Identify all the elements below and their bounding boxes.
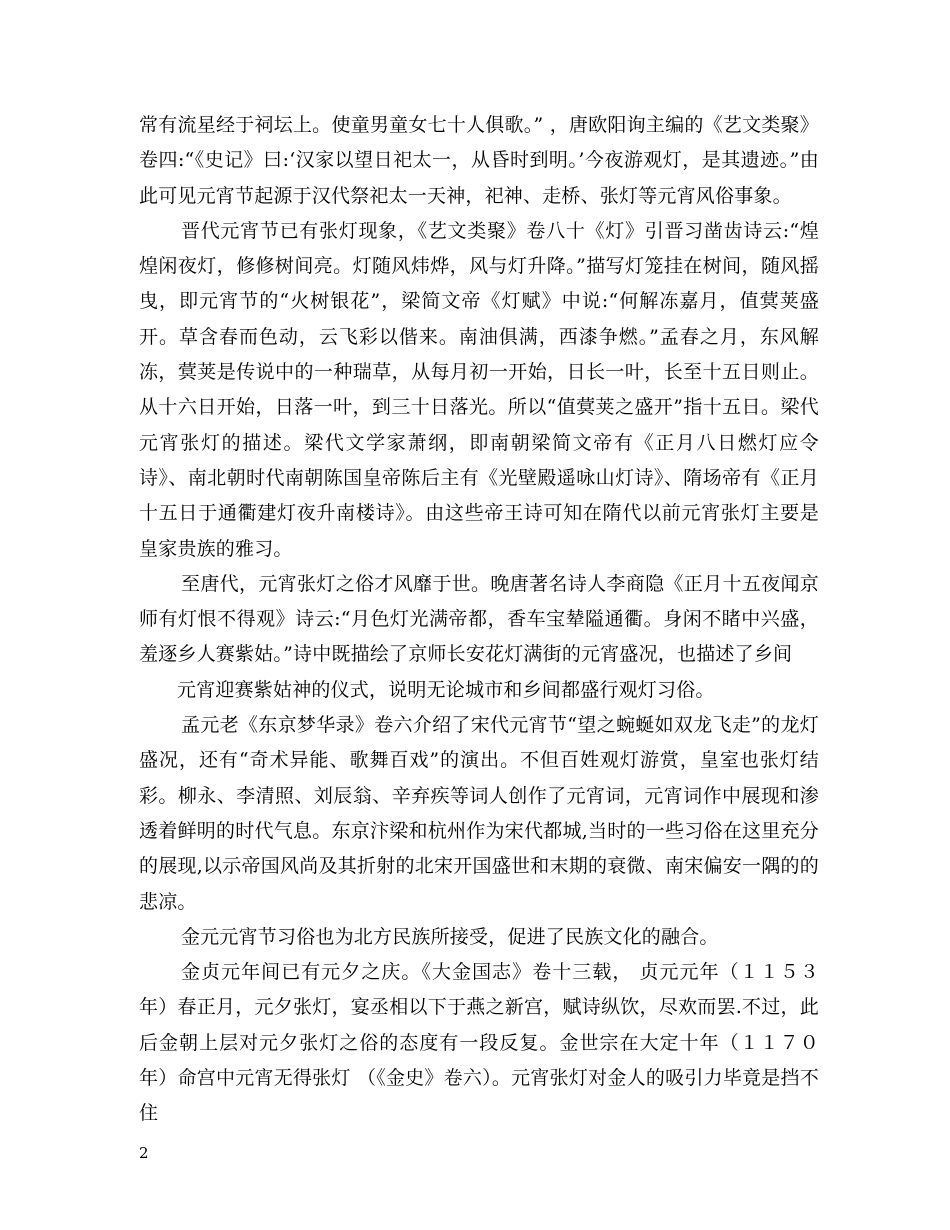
paragraph-jin-yuan-summary: 金元元宵节习俗也为北方民族所接受，促进了民族文化的融合。 [181,925,719,948]
document-body [139,108,819,1132]
paragraph-jin-zhenyuan: 金贞元年间已有元夕之庆。《大金国志》卷十三载， 贞元元年（１１５３年）春正月，元夕张灯，宴丞相以下于燕之新宫，赋诗纵饮，尽欢而罢.不过，此后金朝上层对元夕张灯之俗的态度有一段反复。金世宗在大定十年（１１７０年）命宫中元宵无得张灯 （《金史》卷六）。元宵张灯对金人的吸引力毕竟是挡不住 [139,961,819,1125]
paragraph-song-dynasty: 孟元老《东京梦华录》卷六介绍了宋代元宵节“望之蜿蜒如双龙飞走”的龙灯盛况，还有“奇术异能、歌舞百戏”的演出。不但百姓观灯游赏，皇室也张灯结彩。柳永、李清照、刘辰翁、辛弃疾等词人创作了元宵词，元宵词作中展现和渗透着鲜明的时代气息。东京汴梁和杭州作为宋代都城,当时的一些习俗在这里充分的展现,以示帝国风尚及其折射的北宋开国盛世和末期的衰微、南宋偏安一隅的的悲凉。 [139,714,819,913]
paragraph-tang-dynasty: 至唐代，元宵张灯之俗才风靡于世。晚唐著名诗人李商隐《正月十五夜闻京师有灯恨不得观》诗云:“月色灯光满帝都，香车宝辇隘通衢。身闲不睹中兴盛，羞逐乡人赛紫姑。”诗中既描绘了京师长安花灯满街的元宵盛况，也描述了乡间 [139,572,819,666]
paragraph-jin-dynasty: 晋代元宵节已有张灯现象，《艺文类聚》卷八十《灯》引晋习凿齿诗云:“煌煌闲夜灯，修修树间亮。灯随风炜烨，风与灯升降。”描写灯笼挂在树间，随风摇曳，即元宵节的“火树银花”，梁简文帝《灯赋》中说:“何解冻嘉月，值蓂荚盛开。草含春而色动，云飞彩以偕来。南油俱满，西漆争燃。”孟春之月，东风解冻，蓂荚是传说中的一种瑞草，从每月初一开始，日长一叶，长至十五日则止。从十六日开始，日落一叶，到三十日落光。所以“值蓂荚之盛开”指十五日。梁代元宵张灯的描述。梁代文学家萧纲，即南朝梁简文帝有《正月八日燃灯应令诗》、南北朝时代南朝陈国皇帝陈后主有《光壁殿遥咏山灯诗》、隋场帝有《正月十五日于通衢建灯夜升南楼诗》。由这些帝王诗可知在隋代以前元宵张灯主要是皇家贵族的雅习。 [139,219,819,560]
paragraph-tang-continued: 元宵迎赛紫姑神的仪式，说明无论城市和乡间都盛行观灯习俗。 [177,678,715,701]
paragraph-han-origin: 常有流星经于祠坛上。使童男童女七十人俱歌。” ，唐欧阳询主编的《艺文类聚》卷四:“《史记》曰:‘汉家以望日祀太一，从昏时到明。’今夜游观灯，是其遗迹。”由此可见元宵节起源于汉代祭祀太一天神，祀神、走桥、张灯等元宵风俗事象。 [139,114,819,207]
page-number: 2 [139,1144,149,1162]
